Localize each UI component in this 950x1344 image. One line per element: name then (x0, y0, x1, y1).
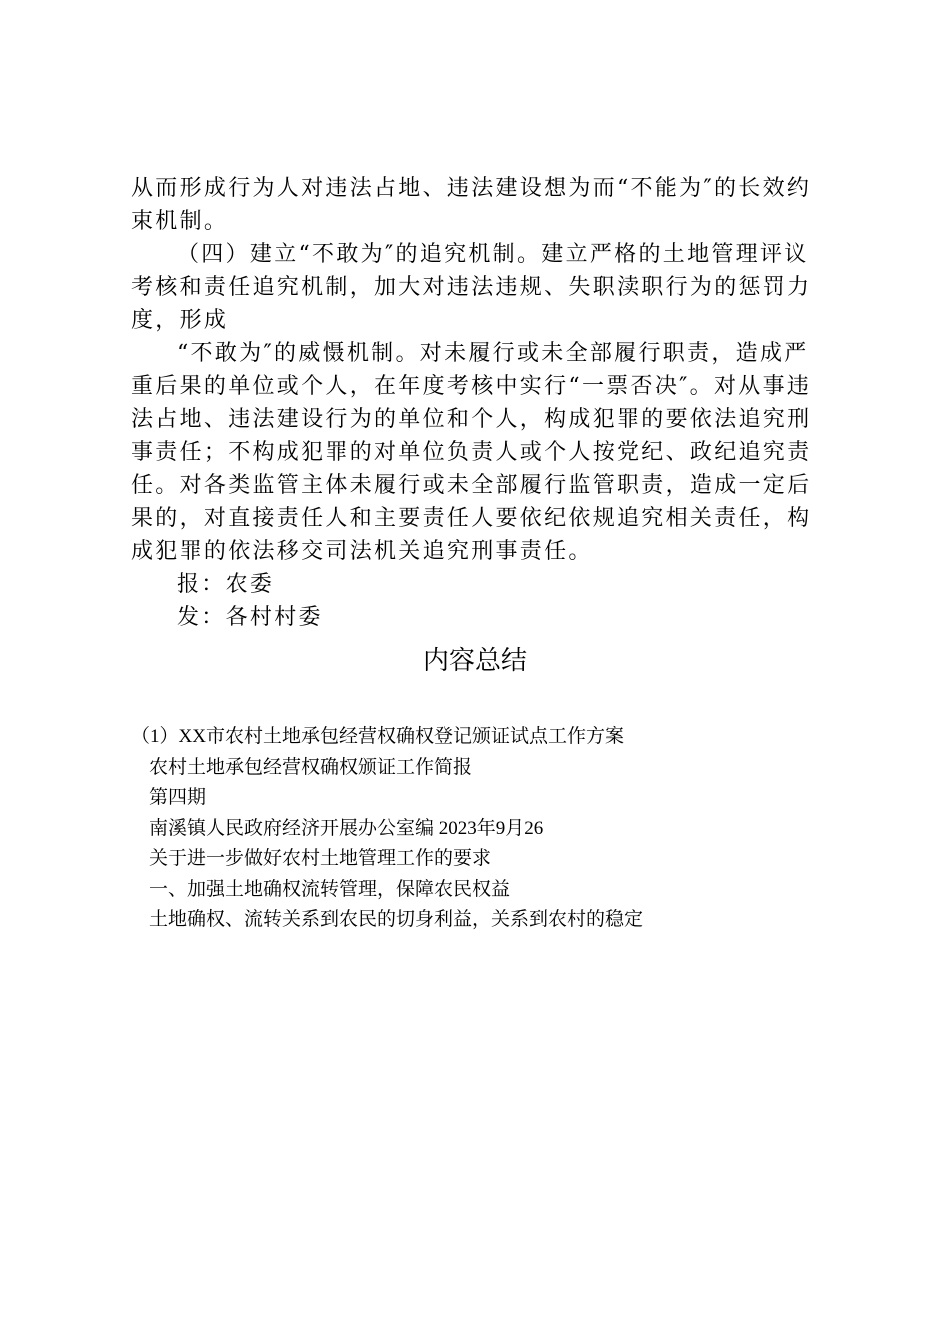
summary-list (131, 722, 831, 936)
summary-item: 土地确权、流转关系到农民的切身利益，关系到农村的稳定 (149, 909, 644, 930)
send-to-line: 发：各村村委 (177, 605, 323, 630)
summary-title: 内容总结 (422, 646, 527, 676)
paragraph-deterrence: “不敢为″的威慑机制。对未履行或未全部履行职责，造成严重后果的单位或个人，在年度考核中实行“一票否决″。对从事违法占地、违法建设行为的单位和个人，构成犯罪的要依法追究刑事责任；不构成犯罪的对单位负责人或个人按党纪、政纪追究责任。对各类监管主体未履行或未全部履行监管职责，造成一定后果的，对直接责任人和主要责任人要依纪依规追究相关责任，构成犯罪的依法移交司法机关追究刑事责任。 (131, 341, 812, 564)
report-to-line: 报：农委 (177, 572, 275, 597)
summary-item: 农村土地承包经营权确权颁证工作简报 (149, 756, 473, 778)
summary-item: 一、加强土地确权流转管理，保障农民权益 (149, 878, 511, 900)
paragraph-mechanism-cannot: 从而形成行为人对违法占地、违法建设想为而“不能为″的长效约束机制。 (131, 176, 812, 234)
summary-item: 南溪镇人民政府经济开展办公室编 2023年9月26 (149, 817, 544, 839)
body-text (131, 172, 821, 634)
summary-item: （1）XX市农村土地承包经营权确权登记颁证试点工作方案 (131, 726, 624, 747)
paragraph-section-four: （四）建立“不敢为″的追究机制。建立严格的土地管理评议考核和责任追究机制，加大对违法违规、失职渎职行为的惩罚力度，形成 (131, 242, 812, 333)
summary-item: 第四期 (149, 787, 207, 808)
summary-item: 关于进一步做好农村土地管理工作的要求 (149, 848, 492, 869)
